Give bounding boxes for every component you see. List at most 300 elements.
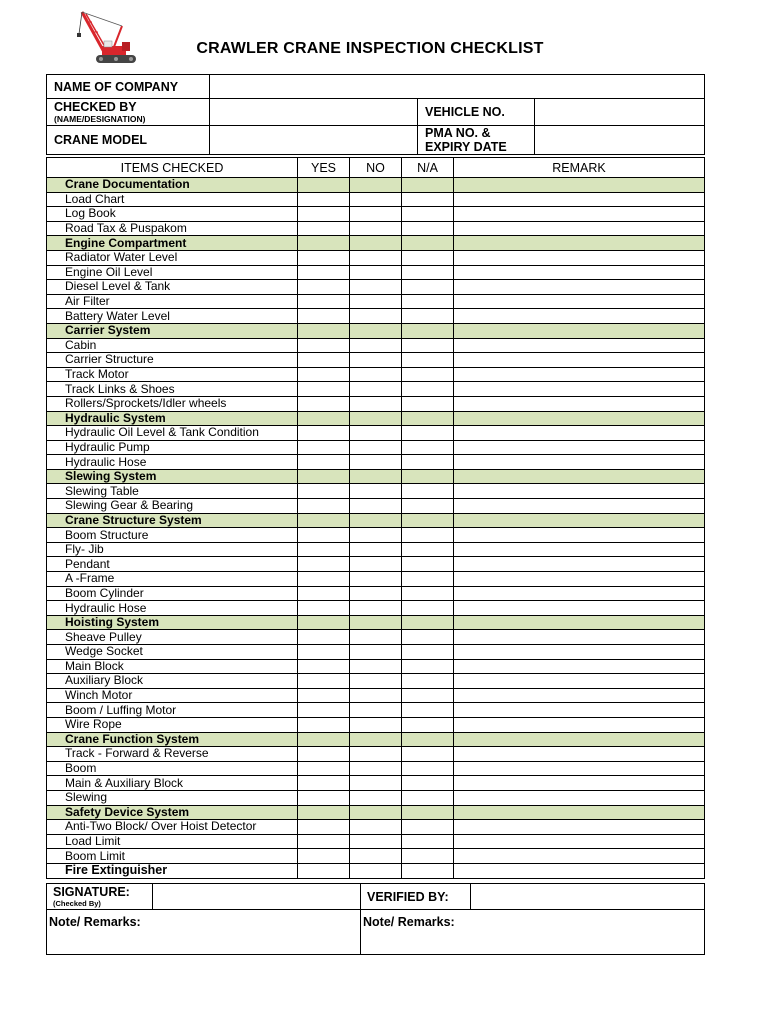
item-label: Hydraulic Pump [47, 440, 298, 455]
remark-cell[interactable] [454, 265, 705, 280]
no-cell[interactable] [350, 192, 402, 207]
remark-cell[interactable] [454, 440, 705, 455]
na-cell[interactable] [402, 849, 454, 864]
note-remarks-right[interactable]: Note/ Remarks: [361, 910, 705, 955]
item-label: Main Block [47, 659, 298, 674]
na-cell[interactable] [402, 221, 454, 236]
checklist-row [47, 484, 705, 499]
no-cell [350, 236, 402, 251]
crawler-crane-icon [76, 8, 142, 68]
na-cell[interactable] [402, 484, 454, 499]
na-cell[interactable] [402, 659, 454, 674]
item-label: Slewing Gear & Bearing [47, 499, 298, 514]
remark-cell[interactable] [454, 703, 705, 718]
na-cell[interactable] [402, 542, 454, 557]
remark-cell[interactable] [454, 207, 705, 222]
yes-cell[interactable] [298, 426, 350, 441]
checklist-row [47, 761, 705, 776]
checklist-row [47, 747, 705, 762]
remark-cell [454, 411, 705, 426]
na-cell [402, 469, 454, 484]
vehicle-field[interactable] [535, 99, 705, 126]
na-cell[interactable] [402, 790, 454, 805]
checklist-row [47, 776, 705, 791]
item-label: Track - Forward & Reverse [47, 747, 298, 762]
na-cell [402, 513, 454, 528]
yes-cell[interactable] [298, 455, 350, 470]
na-cell[interactable] [402, 280, 454, 295]
remark-cell [454, 615, 705, 630]
na-cell[interactable] [402, 309, 454, 324]
item-label: Hydraulic Oil Level & Tank Condition [47, 426, 298, 441]
remark-cell[interactable] [454, 761, 705, 776]
remark-cell[interactable] [454, 309, 705, 324]
na-cell[interactable] [402, 440, 454, 455]
yes-cell[interactable] [298, 338, 350, 353]
item-label: A -Frame [47, 572, 298, 587]
signature-label: SIGNATURE: (Checked By) [47, 884, 153, 910]
yes-cell [298, 615, 350, 630]
yes-cell[interactable] [298, 863, 350, 878]
na-cell [402, 411, 454, 426]
section-title: Hydraulic System [47, 411, 298, 426]
col-items-checked: ITEMS CHECKED [47, 158, 298, 178]
na-cell[interactable] [402, 192, 454, 207]
na-cell[interactable] [402, 557, 454, 572]
yes-cell[interactable] [298, 601, 350, 616]
header-info-table [46, 74, 705, 155]
section-row [47, 411, 705, 426]
checklist-row [47, 528, 705, 543]
checklist-row [47, 659, 705, 674]
pma-label: PMA NO. & EXPIRY DATE [418, 126, 535, 155]
no-cell[interactable] [350, 440, 402, 455]
yes-cell[interactable] [298, 542, 350, 557]
na-cell[interactable] [402, 572, 454, 587]
remark-cell[interactable] [454, 382, 705, 397]
verified-field[interactable] [471, 884, 705, 910]
remark-cell[interactable] [454, 250, 705, 265]
remark-cell[interactable] [454, 717, 705, 732]
yes-cell[interactable] [298, 207, 350, 222]
checklist-row [47, 630, 705, 645]
item-label: Carrier Structure [47, 353, 298, 368]
no-cell[interactable] [350, 499, 402, 514]
remark-cell[interactable] [454, 572, 705, 587]
no-cell[interactable] [350, 645, 402, 660]
remark-cell [454, 732, 705, 747]
na-cell [402, 178, 454, 193]
note-remarks-left[interactable]: Note/ Remarks: [47, 910, 361, 955]
checklist-row [47, 280, 705, 295]
item-label: Wedge Socket [47, 645, 298, 660]
section-title: Crane Structure System [47, 513, 298, 528]
no-cell[interactable] [350, 601, 402, 616]
no-cell [350, 615, 402, 630]
na-cell[interactable] [402, 528, 454, 543]
item-label: Slewing [47, 790, 298, 805]
item-label: Slewing Table [47, 484, 298, 499]
col-remark: REMARK [454, 158, 705, 178]
no-cell[interactable] [350, 572, 402, 587]
no-cell [350, 323, 402, 338]
no-cell [350, 178, 402, 193]
yes-cell[interactable] [298, 717, 350, 732]
yes-cell[interactable] [298, 586, 350, 601]
na-cell[interactable] [402, 776, 454, 791]
section-title: Carrier System [47, 323, 298, 338]
no-cell[interactable] [350, 586, 402, 601]
no-cell[interactable] [350, 250, 402, 265]
checked-by-field[interactable] [210, 99, 418, 126]
checklist-row [47, 455, 705, 470]
checklist-row [47, 221, 705, 236]
remark-cell [454, 513, 705, 528]
na-cell[interactable] [402, 747, 454, 762]
item-label: Main & Auxiliary Block [47, 776, 298, 791]
remark-cell[interactable] [454, 834, 705, 849]
na-cell [402, 615, 454, 630]
checklist-row [47, 499, 705, 514]
yes-cell[interactable] [298, 820, 350, 835]
yes-cell[interactable] [298, 499, 350, 514]
checklist-row [47, 863, 705, 878]
checklist-row [47, 849, 705, 864]
checklist-row [47, 703, 705, 718]
no-cell[interactable] [350, 207, 402, 222]
na-cell[interactable] [402, 820, 454, 835]
no-cell[interactable] [350, 484, 402, 499]
checklist-row [47, 645, 705, 660]
remark-cell[interactable] [454, 659, 705, 674]
no-cell[interactable] [350, 863, 402, 878]
na-cell[interactable] [402, 586, 454, 601]
yes-cell[interactable] [298, 250, 350, 265]
checklist-row [47, 265, 705, 280]
verified-label: VERIFIED BY: [361, 884, 471, 910]
remark-cell[interactable] [454, 645, 705, 660]
section-row [47, 615, 705, 630]
section-title: Hoisting System [47, 615, 298, 630]
crane-model-field[interactable] [210, 126, 418, 155]
checklist-row [47, 382, 705, 397]
section-row [47, 323, 705, 338]
yes-cell[interactable] [298, 382, 350, 397]
remark-cell [454, 236, 705, 251]
remark-cell[interactable] [454, 455, 705, 470]
yes-cell [298, 513, 350, 528]
yes-cell[interactable] [298, 630, 350, 645]
na-cell [402, 732, 454, 747]
no-cell[interactable] [350, 659, 402, 674]
na-cell[interactable] [402, 353, 454, 368]
yes-cell[interactable] [298, 280, 350, 295]
section-row [47, 513, 705, 528]
remark-cell[interactable] [454, 280, 705, 295]
item-label: Load Limit [47, 834, 298, 849]
checklist-row [47, 294, 705, 309]
item-label: Winch Motor [47, 688, 298, 703]
remark-cell[interactable] [454, 790, 705, 805]
yes-cell[interactable] [298, 790, 350, 805]
section-row [47, 805, 705, 820]
remark-cell[interactable] [454, 484, 705, 499]
remark-cell[interactable] [454, 294, 705, 309]
na-cell[interactable] [402, 338, 454, 353]
no-cell [350, 469, 402, 484]
no-cell[interactable] [350, 674, 402, 689]
col-no: NO [350, 158, 402, 178]
no-cell [350, 732, 402, 747]
item-label: Auxiliary Block [47, 674, 298, 689]
crane-model-label: CRANE MODEL [47, 126, 210, 155]
checklist-row [47, 572, 705, 587]
no-cell[interactable] [350, 688, 402, 703]
company-label: NAME OF COMPANY [47, 75, 210, 99]
remark-cell[interactable] [454, 221, 705, 236]
checklist-row [47, 790, 705, 805]
yes-cell[interactable] [298, 192, 350, 207]
na-cell[interactable] [402, 703, 454, 718]
remark-cell [454, 469, 705, 484]
yes-cell[interactable] [298, 645, 350, 660]
na-cell[interactable] [402, 426, 454, 441]
item-label: Load Chart [47, 192, 298, 207]
no-cell[interactable] [350, 557, 402, 572]
section-title: Slewing System [47, 469, 298, 484]
no-cell[interactable] [350, 455, 402, 470]
no-cell[interactable] [350, 820, 402, 835]
na-cell[interactable] [402, 382, 454, 397]
no-cell[interactable] [350, 761, 402, 776]
no-cell[interactable] [350, 776, 402, 791]
section-row [47, 236, 705, 251]
signature-table [46, 883, 705, 955]
checklist-row [47, 674, 705, 689]
yes-cell[interactable] [298, 761, 350, 776]
item-label: Boom Cylinder [47, 586, 298, 601]
item-label: Hydraulic Hose [47, 601, 298, 616]
checklist-row [47, 367, 705, 382]
item-label: Battery Water Level [47, 309, 298, 324]
no-cell[interactable] [350, 790, 402, 805]
remark-cell[interactable] [454, 630, 705, 645]
item-label: Cabin [47, 338, 298, 353]
na-cell[interactable] [402, 717, 454, 732]
remark-cell[interactable] [454, 542, 705, 557]
checklist-row [47, 820, 705, 835]
yes-cell[interactable] [298, 688, 350, 703]
yes-cell[interactable] [298, 834, 350, 849]
yes-cell[interactable] [298, 367, 350, 382]
yes-cell [298, 805, 350, 820]
section-title: Safety Device System [47, 805, 298, 820]
yes-cell [298, 236, 350, 251]
na-cell[interactable] [402, 265, 454, 280]
yes-cell [298, 178, 350, 193]
col-na: N/A [402, 158, 454, 178]
no-cell[interactable] [350, 703, 402, 718]
no-cell[interactable] [350, 367, 402, 382]
yes-cell[interactable] [298, 703, 350, 718]
na-cell[interactable] [402, 645, 454, 660]
remark-cell[interactable] [454, 674, 705, 689]
checklist-row [47, 440, 705, 455]
na-cell[interactable] [402, 207, 454, 222]
na-cell [402, 323, 454, 338]
na-cell[interactable] [402, 250, 454, 265]
company-field[interactable] [210, 75, 705, 99]
yes-cell[interactable] [298, 557, 350, 572]
yes-cell[interactable] [298, 849, 350, 864]
checklist-row [47, 542, 705, 557]
yes-cell[interactable] [298, 309, 350, 324]
item-label: Anti-Two Block/ Over Hoist Detector [47, 820, 298, 835]
checklist-row [47, 717, 705, 732]
checked-by-sublabel: (NAME/DESIGNATION) [54, 114, 146, 124]
section-row [47, 469, 705, 484]
checklist-row [47, 557, 705, 572]
no-cell[interactable] [350, 221, 402, 236]
checklist-row [47, 353, 705, 368]
na-cell[interactable] [402, 396, 454, 411]
na-cell[interactable] [402, 834, 454, 849]
no-cell[interactable] [350, 630, 402, 645]
item-label: Diesel Level & Tank [47, 280, 298, 295]
section-row [47, 732, 705, 747]
no-cell [350, 513, 402, 528]
item-label: Boom Limit [47, 849, 298, 864]
no-cell[interactable] [350, 396, 402, 411]
signature-sublabel: (Checked By) [53, 899, 101, 908]
item-label: Pendant [47, 557, 298, 572]
no-cell[interactable] [350, 280, 402, 295]
na-cell[interactable] [402, 688, 454, 703]
no-cell[interactable] [350, 849, 402, 864]
no-cell[interactable] [350, 528, 402, 543]
item-label: Fly- Jib [47, 542, 298, 557]
yes-cell[interactable] [298, 776, 350, 791]
section-title: Engine Compartment [47, 236, 298, 251]
remark-cell[interactable] [454, 499, 705, 514]
checklist-row [47, 250, 705, 265]
col-yes: YES [298, 158, 350, 178]
remark-cell[interactable] [454, 367, 705, 382]
yes-cell[interactable] [298, 674, 350, 689]
no-cell[interactable] [350, 294, 402, 309]
yes-cell[interactable] [298, 659, 350, 674]
item-label: Log Book [47, 207, 298, 222]
remark-cell[interactable] [454, 586, 705, 601]
section-row [47, 178, 705, 193]
signature-field[interactable] [153, 884, 361, 910]
no-cell [350, 805, 402, 820]
na-cell[interactable] [402, 601, 454, 616]
checklist-row [47, 426, 705, 441]
na-cell[interactable] [402, 294, 454, 309]
remark-cell [454, 805, 705, 820]
remark-cell [454, 178, 705, 193]
remark-cell[interactable] [454, 396, 705, 411]
vehicle-label: VEHICLE NO. [418, 99, 535, 126]
na-cell[interactable] [402, 674, 454, 689]
section-title: Crane Function System [47, 732, 298, 747]
no-cell[interactable] [350, 265, 402, 280]
remark-cell[interactable] [454, 601, 705, 616]
na-cell[interactable] [402, 630, 454, 645]
na-cell[interactable] [402, 499, 454, 514]
item-label: Boom / Luffing Motor [47, 703, 298, 718]
yes-cell[interactable] [298, 353, 350, 368]
remark-cell[interactable] [454, 338, 705, 353]
na-cell[interactable] [402, 863, 454, 878]
remark-cell[interactable] [454, 688, 705, 703]
checked-by-label: CHECKED BY (NAME/DESIGNATION) [47, 99, 210, 126]
remark-cell[interactable] [454, 528, 705, 543]
no-cell[interactable] [350, 747, 402, 762]
yes-cell [298, 411, 350, 426]
yes-cell[interactable] [298, 528, 350, 543]
no-cell[interactable] [350, 542, 402, 557]
yes-cell [298, 732, 350, 747]
no-cell[interactable] [350, 382, 402, 397]
inspection-checklist-table [46, 157, 705, 879]
remark-cell[interactable] [454, 820, 705, 835]
remark-cell[interactable] [454, 426, 705, 441]
yes-cell[interactable] [298, 572, 350, 587]
remark-cell[interactable] [454, 863, 705, 878]
item-label: Track Motor [47, 367, 298, 382]
yes-cell[interactable] [298, 440, 350, 455]
page-title: CRAWLER CRANE INSPECTION CHECKLIST [196, 40, 544, 57]
yes-cell[interactable] [298, 265, 350, 280]
no-cell[interactable] [350, 309, 402, 324]
remark-cell [454, 323, 705, 338]
pma-field[interactable] [535, 126, 705, 155]
remark-cell[interactable] [454, 353, 705, 368]
no-cell [350, 411, 402, 426]
remark-cell[interactable] [454, 192, 705, 207]
item-label: Track Links & Shoes [47, 382, 298, 397]
remark-cell[interactable] [454, 776, 705, 791]
no-cell[interactable] [350, 717, 402, 732]
yes-cell[interactable] [298, 294, 350, 309]
na-cell [402, 236, 454, 251]
item-label: Sheave Pulley [47, 630, 298, 645]
yes-cell [298, 323, 350, 338]
no-cell[interactable] [350, 834, 402, 849]
na-cell[interactable] [402, 761, 454, 776]
checklist-row [47, 309, 705, 324]
remark-cell[interactable] [454, 849, 705, 864]
na-cell[interactable] [402, 367, 454, 382]
na-cell[interactable] [402, 455, 454, 470]
remark-cell[interactable] [454, 557, 705, 572]
no-cell[interactable] [350, 353, 402, 368]
yes-cell[interactable] [298, 747, 350, 762]
checklist-row [47, 338, 705, 353]
item-label: Engine Oil Level [47, 265, 298, 280]
checklist-row [47, 688, 705, 703]
no-cell[interactable] [350, 426, 402, 441]
no-cell[interactable] [350, 338, 402, 353]
yes-cell[interactable] [298, 396, 350, 411]
yes-cell[interactable] [298, 484, 350, 499]
remark-cell[interactable] [454, 747, 705, 762]
checklist-row [47, 396, 705, 411]
yes-cell[interactable] [298, 221, 350, 236]
item-label: Boom Structure [47, 528, 298, 543]
